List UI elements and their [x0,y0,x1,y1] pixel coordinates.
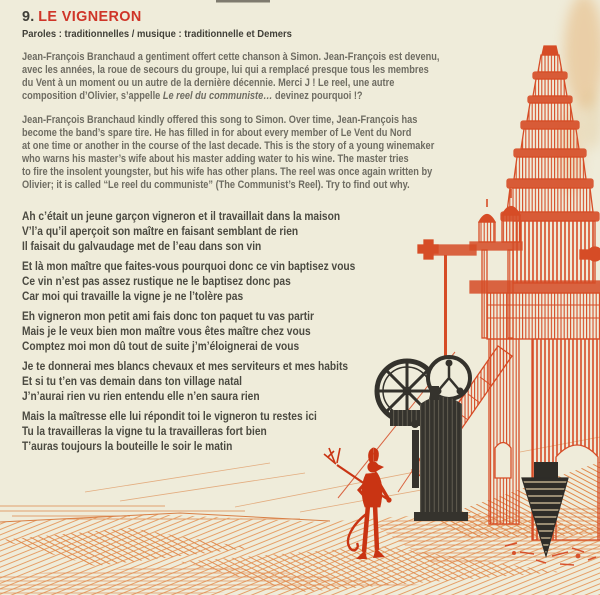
lyric-line: T’auras toujours la bouteille le soir le matin [22,440,233,453]
lyrics-stanza-5 [22,409,492,454]
paragraph-line: become the band’s spare tire. He has filled in for about every member of Le Vent du Nord [22,127,412,139]
credits-line: Paroles : traditionnelles / musique : traditionnelle et Demers [22,28,292,40]
lyric-line: Il faisait du galvaudage met de l’eau dans son vin [22,240,262,253]
lyric-line: Mais la maîtresse elle lui répondit toi le vigneron tu restes ici [22,410,317,423]
lyric-line: Et si tu t’en vas demain dans ton village natal [22,375,242,388]
paragraph-line: avec les années, la roue de secours du groupe, lui qui a remplacé presque tous les membres [22,64,429,76]
track-number: 9. [22,8,35,25]
paragraph-line: du Vent à un moment ou un autre de la dernière décennie. Merci J ! Le reel, une autre [22,77,395,89]
paragraph-line: who warns his master’s wife about his master adding water to his wine. The master tries [22,153,409,165]
lyric-line: Comptez moi mon dû tout de suite j’m’éloignerai de vous [22,340,300,353]
paragraph-line: Olivier; it is called “Le reel du communiste” (The Communist’s Reel). Try to find out why. [22,179,410,191]
lyric-line: Ah c’était un jeune garçon vigneron et il travaillait dans la maison [22,210,341,223]
lyric-line: Mais je le veux bien mon maître vous êtes maître chez vous [22,325,311,338]
paragraph-line: Jean-François Branchaud a gentiment offert cette chanson à Simon. Jean-François est devenu, [22,51,440,63]
lyrics-section [22,209,492,454]
lyrics-stanza-3 [22,309,492,354]
paragraph-french [22,51,492,103]
song-title-row [22,8,473,26]
lyric-line: Je te donnerai mes blancs chevaux et mes serviteurs et mes habits [22,360,349,373]
song-title-reference: Le reel du communiste… [162,90,273,102]
paragraph-line: at one time or another in the course of the last decade. This is the story of a young winemaker [22,140,435,152]
lyrics-stanza-4 [22,359,492,404]
paragraph-line: Jean-François Branchaud kindly offered this song to Simon. Over time, Jean-François has [22,114,418,126]
lyric-line: V’l’a qu’il aperçoit son maître en faisant semblant de rien [22,225,299,238]
paragraph-text: devinez pourquoi !? [272,90,363,102]
lyric-line: Ce vin n’est pas assez rustique ne le baptisez donc pas [22,275,291,288]
lyric-line: Tu la travailleras la vigne tu la travailleras fort bien [22,425,267,438]
lyric-line: Car moi qui travaille la vigne je ne l’tolère pas [22,290,244,303]
lyric-line: Et là mon maître que faites-vous pourquoi donc ce vin baptisez vous [22,260,356,273]
lyric-line: J’n’aurai rien vu rien entendu elle n’en saura rien [22,390,260,403]
liner-notes-column [22,8,492,459]
paragraph-line: to fire the insolent youngster, but his wife has other plans. The reel was once again written by [22,166,433,178]
lyric-line: Eh vigneron mon petit ami fais donc ton paquet tu vas partir [22,310,314,323]
page-title: LE VIGNERON [38,8,142,25]
paragraph-text: composition d’Olivier, s’appelle [22,90,163,102]
paragraph-english [22,114,492,192]
scan-edge-artifact [216,0,270,3]
lyrics-stanza-2 [22,259,492,304]
lyrics-stanza-1 [22,209,492,254]
paragraph-line [22,90,431,103]
